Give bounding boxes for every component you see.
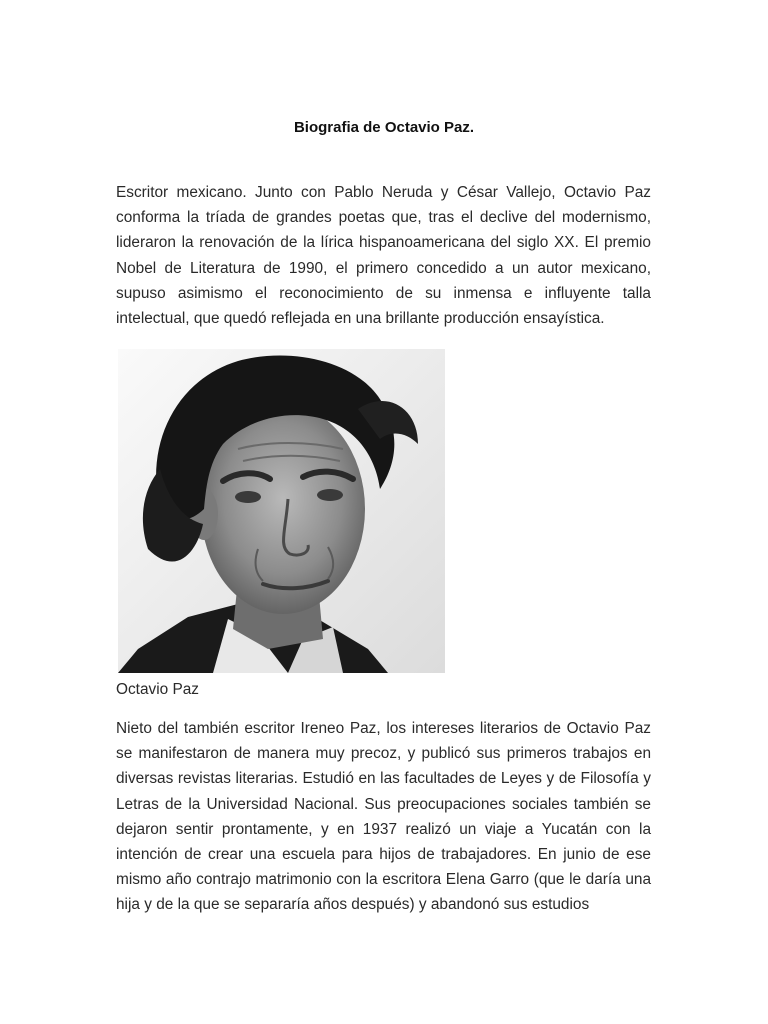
intro-paragraph: Escritor mexicano. Junto con Pablo Neruda y César Vallejo, Octavio Paz conforma la tríada de grandes poetas que, tras el declive del modernismo, lideraron la renovación de la lírica hispanoamericana del siglo XX. El premio Nobel de Literatura de 1990, el primero concedido a un autor mexicano, supuso asimismo el reconocimiento de su inmensa e influyente talla intelectual, que quedó reflejada en una brillante producción ensayística.	[116, 184, 651, 328]
portrait-illustration	[118, 349, 445, 673]
image-caption: Octavio Paz	[116, 681, 199, 698]
biography-paragraph: Nieto del también escritor Ireneo Paz, los intereses literarios de Octavio Paz se manifestaron de manera muy precoz, y publicó sus primeros trabajos en diversas revistas literarias. Estudió en las facultades de Leyes y de Filosofía y Letras de la Universidad Nacional. Sus preocupaciones sociales también se dejaron sentir prontamente, y en 1937 realizó un viaje a Yucatán con la intención de crear una escuela para hijos de trabajadores. En junio de ese mismo año contrajo matrimonio con la escritora Elena Garro (que le daría una hija y de la que se separaría años después) y abandonó sus estudios	[116, 720, 651, 914]
document-title: Biografia de Octavio Paz.	[293, 119, 475, 136]
portrait-photo	[118, 349, 445, 673]
